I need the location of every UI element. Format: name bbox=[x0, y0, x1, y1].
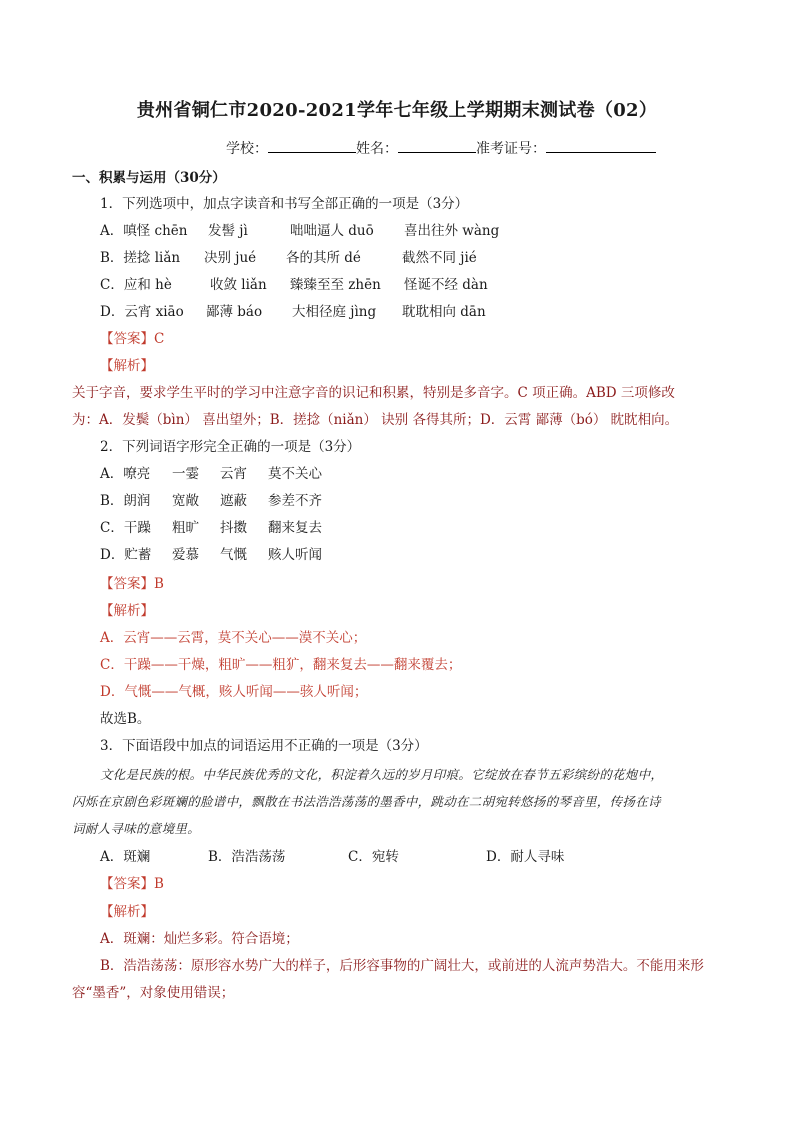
q2-analysis-label: 【解析】 bbox=[100, 603, 154, 619]
document-page: 贵州省铜仁市2020-2021学年七年级上学期期末测试卷（02） 学校： 姓名： 准考证号： 一、积累与运用（30分） 1．下列选项中，加点字读音和书写全部正确的一项是（3分） A．嗔怪 chēn 发髻 jì 咄咄逼人 duō 喜出往外 wàng B．搓捻 liǎn 决别 jué 各的其所 dé 截然不同 jié C．应和 hè 收敛 liǎn 臻臻至至 zhēn 怪诞不经 dàn D．云宵 xiāo 鄙薄 báo 大相径庭 jìng 耽耽相向 dān 【答案】C 【解析】 关于字音，要求学生平时的学习中注意字音的识记和积累，特别是多音字。C 项正确。ABD 三项修改 为：A．发鬓（bìn） 喜出望外；B．搓捻（niǎn） 诀别 各得其所；D．云霄 鄙薄（bó） 眈眈相向。 2．下列词语字形完全正确的一项是（3分） A．嘹亮 一霎 云宵 莫不关心 B．朗润 宽敞 遮蔽 参差不齐 C．干躁 粗旷 抖擞 翻来复去 D．贮蓄 爱慕 气慨 赅人听闻 【答案】B 【解析】 A．云宵——云霄，莫不关心——漠不关心； C．干躁——干燥，粗旷——粗犷，翻来复去——翻来覆去； D．气慨——气概，赅人听闻——骇人听闻； 故选B。 3．下面语段中加点的词语运用不正确的一项是（3分） 文化是民族的根。中华民族优秀的文化，积淀着久远的岁月印痕。它绽放在春节五彩缤纷的花炮中， 闪烁在京剧色彩斑斓的脸谱中，飘散在书法浩浩荡荡的墨香中，跳动在二胡宛转悠扬的琴音里，传扬在诗 词耐人寻味的意境里。 A．斑斓 B．浩浩荡荡 C．宛转 D．耐人寻味 【答案】B 【解析】 A．斑斓：灿烂多彩。符合语境； B．浩浩荡荡：原形容水势广大的样子，后形容事物的广阔壮大，或前进的人流声势浩大。不能用来形 容“墨香”，对象使用错误； bbox=[0, 0, 794, 1123]
q3-analysis-b-line-1: B．浩浩荡荡：原形容水势广大的样子，后形容事物的广阔壮大，或前进的人流声势浩大。不能用来形 bbox=[100, 958, 704, 974]
q2-conclusion: 故选B。 bbox=[100, 711, 151, 727]
q2-analysis-d: D．气慨——气概，赅人听闻——骇人听闻； bbox=[100, 684, 368, 700]
id-blank[interactable] bbox=[546, 138, 656, 153]
q1-analysis-line-2: 为：A．发鬓（bìn） 喜出望外；B．搓捻（niǎn） 诀别 各得其所；D．云霄 鄙薄（bó） 眈眈相向。 bbox=[72, 412, 679, 428]
q1-stem: 1．下列选项中，加点字读音和书写全部正确的一项是（3分） bbox=[100, 196, 469, 212]
name-label: 姓名： bbox=[356, 141, 398, 157]
q2-stem: 2．下列词语字形完全正确的一项是（3分） bbox=[100, 439, 361, 455]
id-label: 准考证号： bbox=[476, 141, 546, 157]
section-heading: 一、积累与运用（30分） bbox=[72, 170, 226, 186]
school-blank[interactable] bbox=[268, 138, 356, 153]
name-blank[interactable] bbox=[398, 138, 476, 153]
q3-passage-line-1: 文化是民族的根。中华民族优秀的文化，积淀着久远的岁月印痕。它绽放在春节五彩缤纷的花炮中， bbox=[100, 767, 664, 782]
q3-analysis-b-line-2: 容“墨香”，对象使用错误； bbox=[72, 985, 235, 1001]
q1-answer: 【答案】C bbox=[100, 331, 165, 347]
q1-analysis-line-1: 关于字音，要求学生平时的学习中注意字音的识记和积累，特别是多音字。C 项正确。ABD 三项修改 bbox=[72, 385, 675, 401]
q3-passage-line-3: 词耐人寻味的意境里。 bbox=[72, 821, 201, 836]
school-label: 学校： bbox=[226, 141, 268, 157]
q3-answer: 【答案】B bbox=[100, 876, 164, 892]
q2-answer: 【答案】B bbox=[100, 576, 164, 592]
q3-stem: 3．下面语段中加点的词语运用不正确的一项是（3分） bbox=[100, 738, 428, 754]
q3-analysis-label: 【解析】 bbox=[100, 904, 154, 920]
q2-analysis-a: A．云宵——云霄，莫不关心——漠不关心； bbox=[100, 630, 367, 646]
q2-analysis-c: C．干躁——干燥，粗旷——粗犷，翻来复去——翻来覆去； bbox=[100, 657, 462, 673]
page-title: 贵州省铜仁市2020-2021学年七年级上学期期末测试卷（02） bbox=[136, 100, 658, 121]
q3-passage-line-2: 闪烁在京剧色彩斑斓的脸谱中，飘散在书法浩浩荡荡的墨香中，跳动在二胡宛转悠扬的琴音里，传扬在诗 bbox=[72, 794, 661, 809]
q1-analysis-label: 【解析】 bbox=[100, 358, 154, 374]
student-info-line bbox=[226, 138, 656, 158]
q3-analysis-a: A．斑斓：灿烂多彩。符合语境； bbox=[100, 931, 299, 947]
